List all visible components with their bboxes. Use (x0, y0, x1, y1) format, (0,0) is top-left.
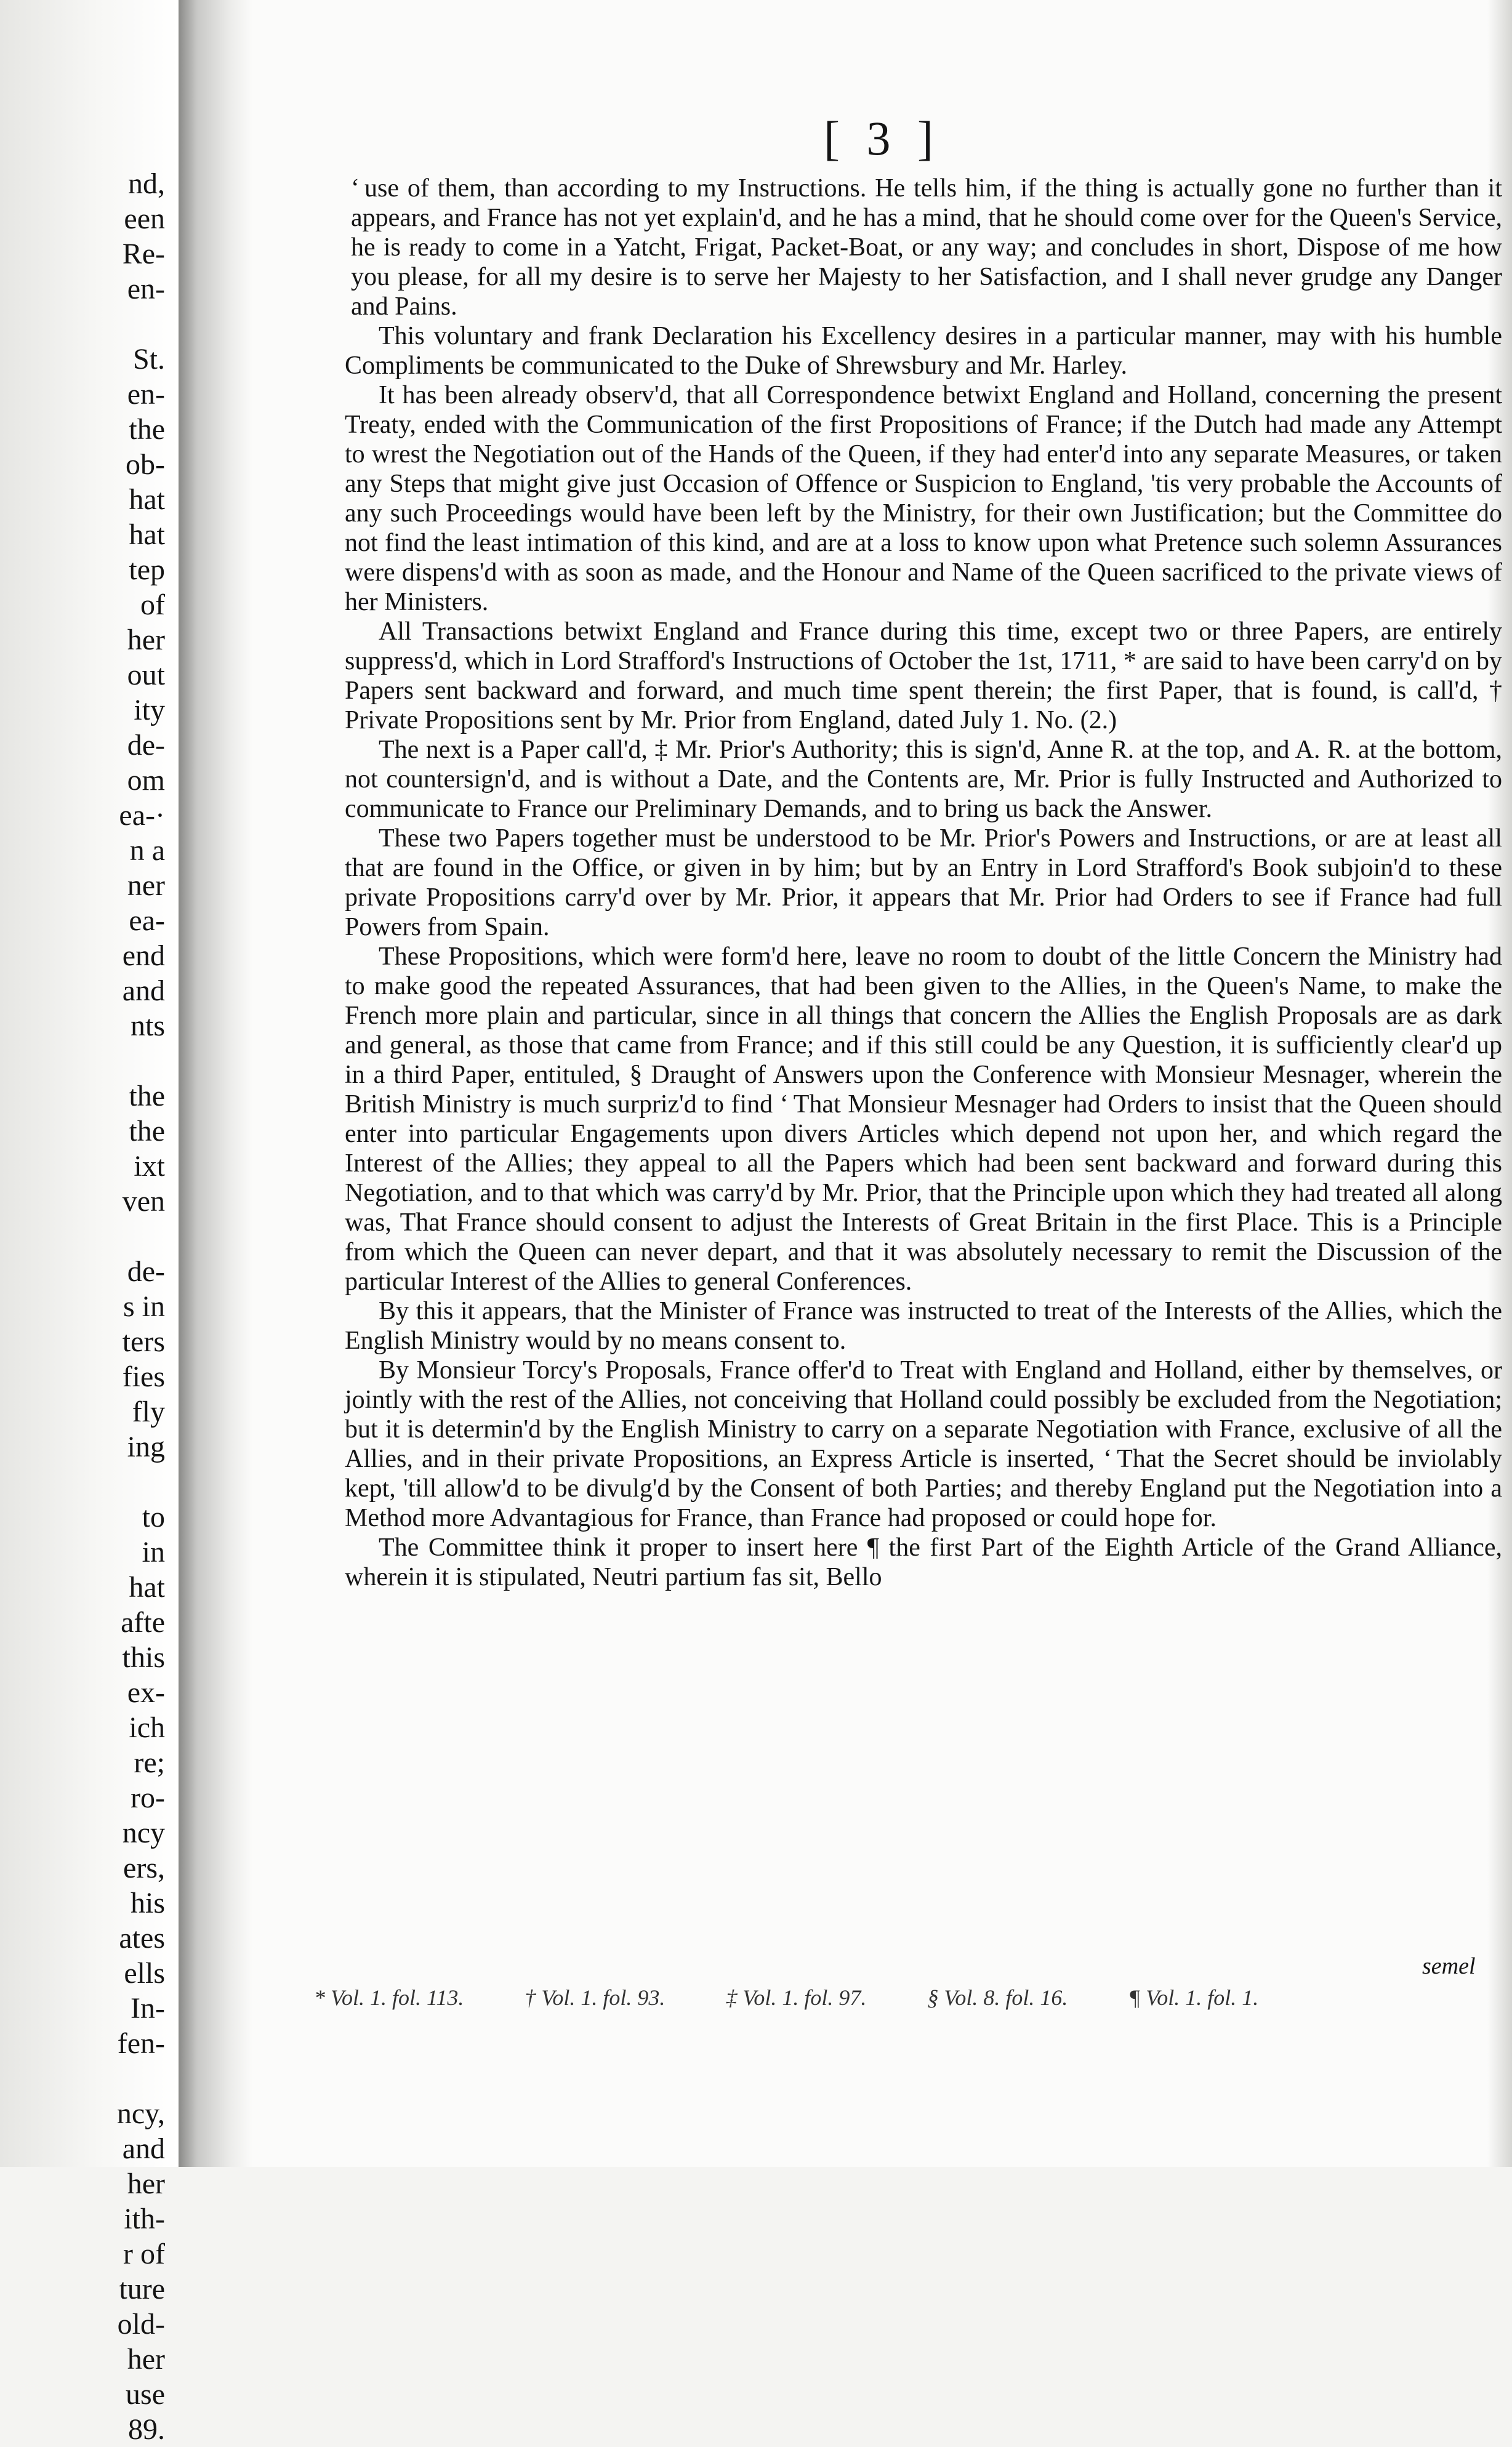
body-text (345, 174, 1502, 1592)
facing-line-fragment: n a (129, 834, 165, 867)
facing-page-line-ends (117, 166, 165, 2447)
facing-line-fragment: ncy (122, 1817, 165, 1849)
facing-line-fragment: fen- (117, 2027, 165, 2060)
facing-line-fragment: hat (129, 518, 165, 551)
facing-line-fragment: use (126, 2378, 165, 2411)
facing-line-fragment: ro- (131, 1782, 165, 1814)
paragraph: These two Papers together must be understood to be Mr. Prior's Powers and Instructions, or are at least all that are found in the Office, or given in by him; but by an Entry in Lord Strafford's Book subjoin'd to these private Propositions carry'd over by Mr. Prior, it appears that Mr. Prior had Orders to see if France had full Powers from Spain. (345, 824, 1502, 941)
facing-line-fragment: ob- (126, 448, 165, 481)
footnote: § Vol. 8. fol. 16. (927, 1985, 1068, 2010)
facing-line-fragment: ncy, (116, 2097, 165, 2130)
facing-line-fragment: en- (127, 273, 165, 305)
facing-line-fragment: hat (129, 483, 165, 516)
paragraph: It has been already observ'd, that all Correspondence betwixt England and Holland, concerning the present Treaty, ended with the Communication of the first Propositions of France; if the Dutch had made any Attempt to wrest the Negotiation out of the Hands of the Queen, if they had enter'd into any separate Measures, or taken any Steps that might give just Occasion of Offence or Suspicion to England, 'tis very probable the Accounts of any such Proceedings would have been left by the Ministry, for their own Justification; but the Committee do not find the least intimation of this kind, and are at a loss to know upon what Pretence such solemn Assurances were dispens'd with as soon as made, and the Honour and Name of the Queen sacrificed to the private views of her Ministers. (345, 381, 1502, 616)
facing-line-fragment: ixt (134, 1150, 165, 1183)
book-gutter (179, 0, 252, 2167)
facing-line-fragment: ers, (123, 1852, 165, 1884)
facing-line-fragment: een (124, 203, 165, 235)
facing-line-fragment: re; (134, 1746, 165, 1779)
paragraph-quote-continuation: ‘ use of them, than according to my Instructions. He tells him, if the thing is actually gone no further than it appears, and France has not yet explain'd, and he has a mind, that he should come over for the Queen's Service, he is ready to come in a Yatcht, Frigat, Packet-Boat, or any way; and concludes in short, Dispose of me how you please, for all my desire is to serve her Majesty to her Satisfaction, and I shall never grudge any Danger and Pains. (351, 174, 1502, 321)
facing-line-fragment: ells (124, 1957, 165, 1990)
paragraph: The next is a Paper call'd, ‡ Mr. Prior's Authority; this is sign'd, Anne R. at the top, and A. R. at the bottom, not countersign'd, and is without a Date, and the Contents are, Mr. Prior is fully Instructed and Authorized to communicate to France our Preliminary Demands, and to bring us back the Answer. (345, 736, 1502, 823)
facing-line-fragment: 89. (128, 2413, 165, 2446)
paragraph: The Committee think it proper to insert here ¶ the first Part of the Eighth Article of the Grand Alliance, wherein it is stipulated, Neutri partium fas sit, Bello (345, 1533, 1502, 1591)
paragraph: By this it appears, that the Minister of France was instructed to treat of the Interests of the Allies, which the English Ministry would by no means consent to. (345, 1297, 1502, 1355)
facing-line-fragment: Re- (122, 238, 165, 270)
facing-line-fragment: ea- (129, 904, 165, 937)
catchword: semel (1422, 1953, 1476, 1979)
facing-line-fragment: St. (132, 343, 165, 376)
facing-line-fragment: ich (129, 1711, 165, 1744)
facing-line-fragment (117, 307, 165, 342)
facing-line-fragment: ven (122, 1185, 165, 1218)
paragraph: By Monsieur Torcy's Proposals, France offer'd to Treat with England and Holland, either by themselves, or jointly with the rest of the Allies, not conceiving that Holland could possibly be excluded from the Negotiation; but it is determin'd by the English Ministry to carry on a separate Negotiation with France, exclusive of all the Allies, and in their private Propositions, an Express Article is inserted, ‘ That the Secret should be inviolably kept, 'till allow'd to be divulg'd by the Consent of both Parties; and thereby England put the Negotiation into a Method more Advantagious for France, than France had proposed or could hope for. (345, 1356, 1503, 1532)
facing-line-fragment: ner (127, 869, 165, 902)
footnotes (314, 1983, 1484, 2012)
facing-line-fragment: in (142, 1536, 165, 1569)
facing-line-fragment: ates (119, 1922, 165, 1955)
facing-line-fragment (117, 1465, 165, 1500)
facing-page-fragment (0, 0, 179, 2446)
facing-line-fragment: hat (129, 1571, 165, 1604)
facing-line-fragment: en- (127, 378, 165, 411)
facing-line-fragment: de- (127, 729, 165, 761)
facing-line-fragment: and (122, 2132, 165, 2165)
facing-line-fragment: fies (122, 1360, 165, 1393)
facing-line-fragment: r of (123, 2238, 165, 2270)
facing-line-fragment: ity (134, 694, 165, 726)
facing-line-fragment: nd, (128, 167, 165, 200)
footnote: ¶ Vol. 1. fol. 1. (1128, 1985, 1259, 2010)
facing-line-fragment: nts (130, 1010, 165, 1042)
facing-line-fragment: the (129, 1080, 165, 1112)
facing-line-fragment: ture (119, 2273, 165, 2305)
facing-line-fragment: old- (117, 2308, 165, 2341)
paragraph: All Transactions betwixt England and France during this time, except two or three Papers, are entirely suppress'd, which in Lord Strafford's Instructions of October the 1st, 1711, * are said to have been carry'd on by Papers sent backward and forward, and much time spent therein; the first Paper, that is found, is call'd, † Private Propositions sent by Mr. Prior from England, dated July 1. No. (2.) (345, 617, 1502, 734)
facing-line-fragment: her (127, 624, 165, 656)
footnote: * Vol. 1. fol. 113. (314, 1985, 464, 2010)
facing-line-fragment: out (127, 659, 165, 691)
paragraph: These Propositions, which were form'd here, leave no room to doubt of the little Concern the Ministry had to make good the repeated Assurances, that had been given to the Allies, in the Queen's Name, to make the French more plain and particular, since in all things that concern the Allies the English Proposals are as dark and general, as those that came from France; and if this still could be any Question, it is sufficiently clear'd up in a third Paper, entituled, § Draught of Answers upon the Conference with Monsieur Mesnager, wherein the British Ministry is much surpriz'd to find ‘ That Monsieur Mesnager had Orders to insist that the Queen should enter into particular Engagements upon divers Articles which depend not upon her, and which regard the Interest of the Allies; they appeal to all the Papers which had been sent backward and forward during this Negotiation, and to that which was carry'd by Mr. Prior, that the Principle upon which they had treated all along was, That France should consent to adjust the Interests of Great Britain in the first Place. This is a Principle from which the Queen can never depart, and that it was absolutely necessary to remit the Discussion of the particular Interest of the Allies to general Conferences. (345, 942, 1502, 1296)
facing-line-fragment: afte (121, 1606, 165, 1639)
facing-line-fragment: ith- (124, 2203, 165, 2235)
facing-line-fragment (117, 2061, 165, 2096)
facing-line-fragment: ters (122, 1325, 165, 1358)
facing-line-fragment (117, 1043, 165, 1079)
facing-line-fragment: this (122, 1641, 165, 1674)
document-page (252, 0, 1512, 2167)
facing-line-fragment: ex- (127, 1676, 165, 1709)
facing-line-fragment: her (127, 2343, 165, 2376)
facing-line-fragment: end (122, 939, 165, 972)
facing-line-fragment: s in (123, 1290, 165, 1323)
facing-line-fragment: om (127, 764, 165, 797)
facing-line-fragment: the (129, 1115, 165, 1147)
facing-line-fragment: and (122, 974, 165, 1007)
facing-line-fragment: ea-· (119, 799, 165, 832)
facing-line-fragment: of (140, 589, 165, 621)
facing-line-fragment: her (127, 2168, 165, 2200)
facing-line-fragment: ing (127, 1431, 165, 1463)
facing-line-fragment: tep (129, 553, 165, 586)
footnote: ‡ Vol. 1. fol. 97. (726, 1985, 867, 2010)
facing-line-fragment: his (130, 1887, 165, 1919)
footnote: † Vol. 1. fol. 93. (525, 1985, 666, 2010)
facing-line-fragment: to (142, 1501, 165, 1533)
page-number: [ 3 ] (824, 111, 941, 165)
paragraph: This voluntary and frank Declaration his Excellency desires in a particular manner, may with his humble Compliments be communicated to the Duke of Shrewsbury and Mr. Harley. (345, 322, 1502, 380)
facing-line-fragment: the (129, 413, 165, 446)
facing-line-fragment: de- (127, 1255, 165, 1288)
facing-line-fragment: fly (132, 1396, 165, 1428)
facing-line-fragment: In- (131, 1992, 165, 2025)
facing-line-fragment (117, 1219, 165, 1254)
